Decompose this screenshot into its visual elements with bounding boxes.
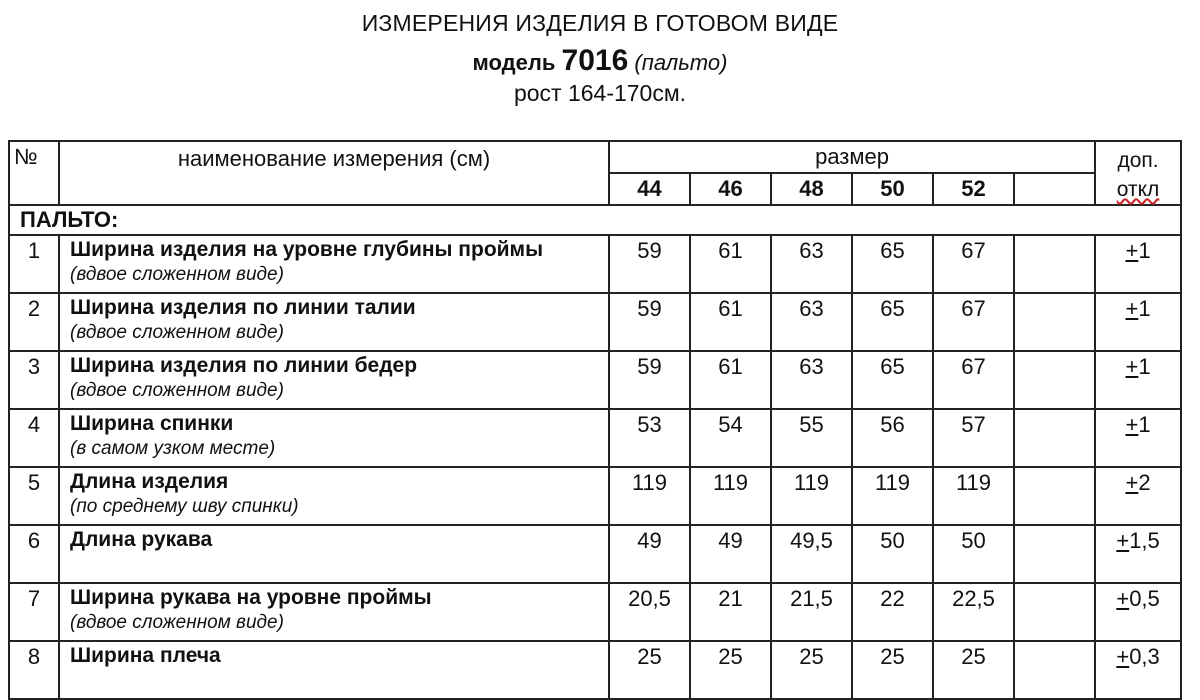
measurement-name: Ширина спинки <box>70 412 234 435</box>
plus-minus-sign: + <box>1125 470 1139 495</box>
row-number: 2 <box>9 293 59 351</box>
measurement-value: 49 <box>690 525 771 583</box>
measurement-value: 65 <box>852 293 933 351</box>
measurement-value: 21,5 <box>771 583 852 641</box>
table-row <box>9 525 1181 583</box>
measurement-value: 21 <box>690 583 771 641</box>
measurement-value: 25 <box>609 641 690 699</box>
measurement-value: 63 <box>771 235 852 293</box>
measurement-name-cell <box>59 467 609 525</box>
size-header-cell: 52 <box>933 173 1014 205</box>
tolerance-cell <box>1095 409 1181 467</box>
measurement-value <box>1014 525 1095 583</box>
measurement-value: 25 <box>933 641 1014 699</box>
table-row <box>9 293 1181 351</box>
size-header-cell <box>1014 173 1095 205</box>
tolerance-value: 1 <box>1138 296 1151 321</box>
measurement-value: 53 <box>609 409 690 467</box>
measurement-note: (вдвое сложенном виде) <box>70 264 284 285</box>
tolerance-value: 1,5 <box>1129 528 1160 553</box>
header-no: № <box>9 141 59 205</box>
measurement-name: Длина рукава <box>70 528 213 551</box>
measurement-name: Ширина плеча <box>70 644 221 667</box>
measurement-value <box>1014 409 1095 467</box>
measurement-value: 22 <box>852 583 933 641</box>
measurement-name: Ширина изделия по линии талии <box>70 296 416 319</box>
measurement-value: 54 <box>690 409 771 467</box>
table-row <box>9 467 1181 525</box>
measurement-name-cell <box>59 235 609 293</box>
tolerance-cell <box>1095 583 1181 641</box>
measurement-value: 59 <box>609 293 690 351</box>
tolerance-value: 1 <box>1138 238 1151 263</box>
size-header-cell: 50 <box>852 173 933 205</box>
measurement-value: 49,5 <box>771 525 852 583</box>
measurement-value: 119 <box>771 467 852 525</box>
tolerance-cell <box>1095 235 1181 293</box>
plus-minus-sign: + <box>1116 586 1130 611</box>
measurement-value: 20,5 <box>609 583 690 641</box>
plus-minus-sign: + <box>1116 644 1130 669</box>
size-header-cell: 44 <box>609 173 690 205</box>
measurement-value: 63 <box>771 293 852 351</box>
measurement-name-cell <box>59 351 609 409</box>
height-range: рост 164-170см. <box>513 80 687 106</box>
plus-minus-sign: + <box>1125 354 1139 379</box>
measurement-value: 59 <box>609 235 690 293</box>
measurement-value: 50 <box>933 525 1014 583</box>
model-line <box>0 44 1200 78</box>
measurement-value: 119 <box>690 467 771 525</box>
table-row <box>9 583 1181 641</box>
tolerance-cell <box>1095 467 1181 525</box>
measurement-value: 119 <box>852 467 933 525</box>
tolerance-cell <box>1095 525 1181 583</box>
header-size: размер <box>609 141 1095 173</box>
header-tolerance-line2: откл <box>1116 178 1160 201</box>
measurement-name: Длина изделия <box>70 470 229 493</box>
measurement-name: Ширина изделия на уровне глубины проймы <box>70 238 544 261</box>
measurement-value <box>1014 467 1095 525</box>
measurement-name: Ширина рукава на уровне проймы <box>70 586 432 609</box>
measurement-note: (по среднему шву спинки) <box>70 496 299 517</box>
header-name: наименование измерения (см) <box>59 141 609 205</box>
plus-minus-sign: + <box>1125 238 1139 263</box>
measurement-note: (в самом узком месте) <box>70 438 276 459</box>
measurement-value <box>1014 293 1095 351</box>
measurement-name-cell <box>59 293 609 351</box>
measurement-value: 63 <box>771 351 852 409</box>
measurement-name-cell <box>59 409 609 467</box>
measurement-value: 22,5 <box>933 583 1014 641</box>
measurement-value: 25 <box>771 641 852 699</box>
table-row <box>9 351 1181 409</box>
measurement-value: 57 <box>933 409 1014 467</box>
table-row <box>9 641 1181 699</box>
row-number: 6 <box>9 525 59 583</box>
tolerance-cell <box>1095 293 1181 351</box>
measurement-value: 49 <box>609 525 690 583</box>
section-title: ПАЛЬТО: <box>9 205 1181 235</box>
measurement-value: 67 <box>933 351 1014 409</box>
tolerance-value: 1 <box>1138 412 1151 437</box>
tolerance-value: 0,3 <box>1129 644 1160 669</box>
measurement-value: 65 <box>852 351 933 409</box>
table-row <box>9 409 1181 467</box>
plus-minus-sign: + <box>1125 296 1139 321</box>
tolerance-cell <box>1095 351 1181 409</box>
model-label: модель <box>472 50 556 75</box>
measurement-name-cell <box>59 641 609 699</box>
measurement-value: 61 <box>690 351 771 409</box>
measurements-table <box>8 140 1182 700</box>
tolerance-value: 0,5 <box>1129 586 1160 611</box>
plus-minus-sign: + <box>1125 412 1139 437</box>
row-number: 4 <box>9 409 59 467</box>
measurement-note: (вдвое сложенном виде) <box>70 380 284 401</box>
measurement-value <box>1014 235 1095 293</box>
measurement-value: 119 <box>933 467 1014 525</box>
measurement-value: 25 <box>852 641 933 699</box>
table-row <box>9 235 1181 293</box>
measurement-value: 65 <box>852 235 933 293</box>
measurement-name: Ширина изделия по линии бедер <box>70 354 418 377</box>
row-number: 8 <box>9 641 59 699</box>
measurement-value <box>1014 351 1095 409</box>
document-title: ИЗМЕРЕНИЯ ИЗДЕЛИЯ В ГОТОВОМ ВИДЕ <box>361 10 839 36</box>
tolerance-value: 2 <box>1138 470 1151 495</box>
measurement-name-cell <box>59 525 609 583</box>
measurement-value <box>1014 641 1095 699</box>
measurement-note: (вдвое сложенном виде) <box>70 322 284 343</box>
measurement-value: 59 <box>609 351 690 409</box>
measurement-value: 55 <box>771 409 852 467</box>
measurement-name-cell <box>59 583 609 641</box>
model-number: 7016 <box>561 44 629 77</box>
header-tolerance <box>1095 141 1181 205</box>
measurement-value <box>1014 583 1095 641</box>
size-header-cell: 46 <box>690 173 771 205</box>
row-number: 7 <box>9 583 59 641</box>
model-type: (пальто) <box>634 50 728 75</box>
measurement-value: 25 <box>690 641 771 699</box>
measurement-value: 67 <box>933 235 1014 293</box>
measurement-note: (вдвое сложенном виде) <box>70 612 284 633</box>
measurement-value: 119 <box>609 467 690 525</box>
row-number: 1 <box>9 235 59 293</box>
measurement-value: 67 <box>933 293 1014 351</box>
header-tolerance-line1: доп. <box>1117 149 1159 172</box>
measurement-value: 50 <box>852 525 933 583</box>
row-number: 5 <box>9 467 59 525</box>
tolerance-value: 1 <box>1138 354 1151 379</box>
measurement-value: 56 <box>852 409 933 467</box>
tolerance-cell <box>1095 641 1181 699</box>
size-header-cell: 48 <box>771 173 852 205</box>
row-number: 3 <box>9 351 59 409</box>
measurement-value: 61 <box>690 235 771 293</box>
plus-minus-sign: + <box>1116 528 1130 553</box>
measurement-value: 61 <box>690 293 771 351</box>
